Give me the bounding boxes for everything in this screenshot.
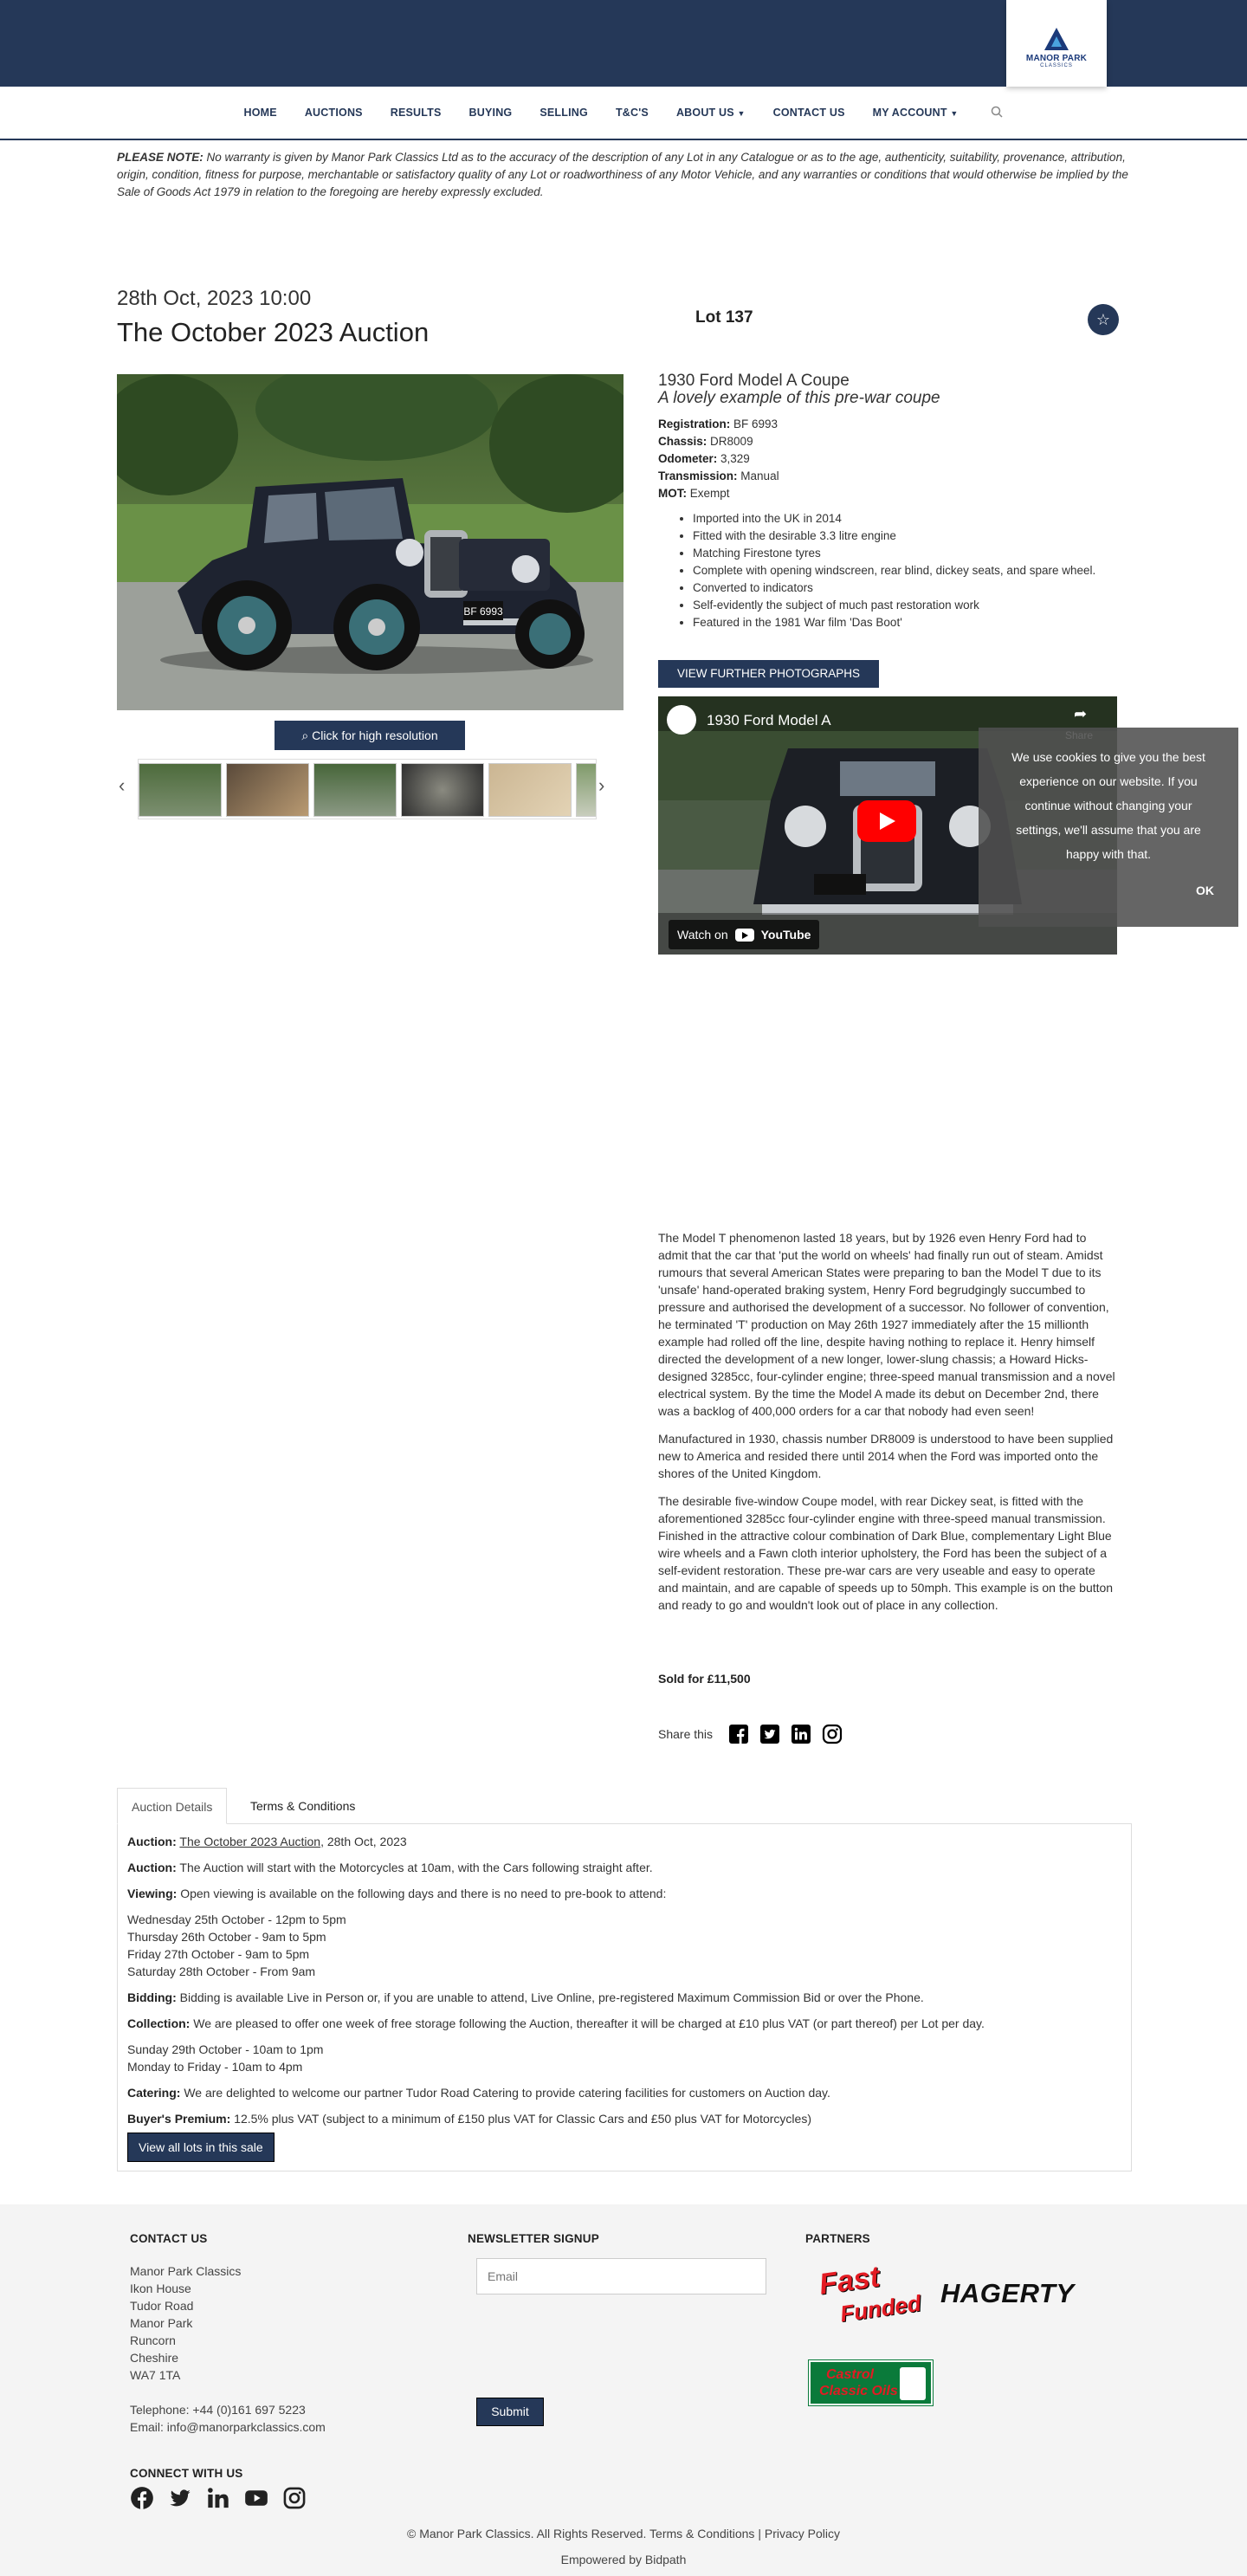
detail-premium xyxy=(127,2110,1121,2127)
share-bar xyxy=(658,1724,843,1744)
view-further-photographs-button[interactable]: VIEW FURTHER PHOTOGRAPHS xyxy=(658,660,879,688)
list-item: Friday 27th October - 9am to 5pm xyxy=(127,1947,310,1961)
detail-label: Buyer's Premium: xyxy=(127,2112,231,2126)
thumbnail[interactable] xyxy=(401,763,484,817)
plate-text: BF 6993 xyxy=(463,605,503,618)
list-item: Wednesday 25th October - 12pm to 5pm xyxy=(127,1913,346,1926)
spec-mot xyxy=(658,485,779,502)
hagerty-logo[interactable]: HAGERTY xyxy=(940,2278,1075,2308)
address-line: Tudor Road xyxy=(130,2299,194,2313)
spec-label: Odometer: xyxy=(658,452,718,465)
detail-text: Open viewing is available on the following days and there is no need to pre-book to attend: xyxy=(177,1887,667,1900)
spec-value: BF 6993 xyxy=(733,417,779,430)
description-paragraph: Manufactured in 1930, chassis number DR8009 is understood to have been supplied new to America and resided there until 2014 when the Ford was imported onto the shores of the United Kingdom. xyxy=(658,1432,1114,1480)
detail-label: Viewing: xyxy=(127,1887,178,1900)
linkedin-icon[interactable] xyxy=(206,2486,230,2510)
youtube-logo-icon xyxy=(735,929,754,942)
list-item: • Self-evidently the subject of much past restoration work xyxy=(693,597,1100,614)
share-icon[interactable]: ➦ xyxy=(1074,705,1088,722)
nav-terms[interactable]: T&C'S xyxy=(615,107,649,119)
nav-about-us[interactable] xyxy=(662,107,759,119)
detail-text: We are delighted to welcome our partner Tudor Road Catering to provide catering facilities for customers on Auction day. xyxy=(180,2086,830,2100)
lot-number: Lot 137 xyxy=(695,308,753,327)
detail-text: , 28th Oct, 2023 xyxy=(320,1835,407,1848)
youtube-label: YouTube xyxy=(760,928,811,942)
detail-label: Auction: xyxy=(127,1861,177,1874)
detail-auction-start xyxy=(127,1859,1121,1876)
contact-heading: CONTACT US xyxy=(130,2232,208,2245)
caret-down-icon: ▼ xyxy=(950,109,959,118)
address-line: Cheshire xyxy=(130,2351,179,2365)
detail-label: Catering: xyxy=(127,2086,181,2100)
watch-on-youtube[interactable] xyxy=(669,920,819,949)
spec-registration xyxy=(658,416,779,433)
facebook-icon[interactable] xyxy=(130,2486,154,2510)
play-button[interactable] xyxy=(857,800,916,842)
channel-avatar[interactable] xyxy=(667,705,696,735)
copyright-text: © Manor Park Classics. All Rights Reserved. xyxy=(407,2527,647,2540)
separator: | xyxy=(754,2527,765,2540)
spec-value: Manual xyxy=(740,469,779,482)
view-all-lots-button[interactable]: View all lots in this sale xyxy=(127,2133,275,2162)
chevron-right-icon[interactable]: › xyxy=(598,774,605,796)
fast-text: Fast xyxy=(817,2260,882,2301)
newsletter-submit-button[interactable]: Submit xyxy=(476,2398,544,2426)
spec-label: MOT: xyxy=(658,487,687,500)
watchlist-star-icon[interactable]: ☆ xyxy=(1088,304,1119,335)
chevron-left-icon[interactable]: ‹ xyxy=(119,774,126,796)
facebook-icon[interactable] xyxy=(728,1724,749,1744)
email[interactable]: Email: info@manorparkclassics.com xyxy=(130,2420,326,2434)
terms-link[interactable]: Terms & Conditions xyxy=(649,2527,755,2540)
auction-title: The October 2023 Auction xyxy=(117,317,430,347)
thumbnail[interactable] xyxy=(226,763,309,817)
lot-title: 1930 Ford Model A Coupe xyxy=(658,372,850,390)
nav-home[interactable]: HOME xyxy=(243,107,277,119)
detail-text: We are pleased to offer one week of free storage following the Auction, thereafter it will be charged at £10 plus VAT (or part thereof) per Lot per day. xyxy=(190,2016,985,2030)
description-paragraph: The desirable five-window Coupe model, with rear Dickey seat, is fitted with the aforementioned 3285cc four-cylinder engine with three-speed manual transmission. Finished in the attractive colour combination of Dark Blue, complementary Light Blue wire wheels and a Fawn cloth interior upholstery, the Ford has been the subject of a self-evident restoration. These pre-war cars are very useable and easy to operate and maintain, and are capable of speeds up to 50mph. This example is on the button and ready to go and wouldn't look out of place in any collection. xyxy=(658,1494,1114,1612)
spec-label: Transmission: xyxy=(658,469,738,482)
main-nav xyxy=(0,87,1247,140)
detail-text: Bidding is available Live in Person or, if you are unable to attend, Live Online, pre-registered Maximum Commission Bid or over the Phone. xyxy=(176,1990,924,2004)
youtube-icon[interactable] xyxy=(244,2486,268,2510)
castrol-text: Castrol xyxy=(826,2367,875,2382)
list-item: Saturday 28th October - From 9am xyxy=(127,1964,316,1978)
twitter-icon[interactable] xyxy=(168,2486,192,2510)
share-label: Share this xyxy=(658,1727,714,1741)
address-line: Runcorn xyxy=(130,2333,176,2347)
spec-value: Exempt xyxy=(689,487,730,500)
lot-highlights xyxy=(693,510,1100,631)
spec-value: 3,329 xyxy=(720,452,750,465)
lot-description xyxy=(658,1229,1117,1624)
list-item: • Featured in the 1981 War film 'Das Boot' xyxy=(693,614,1100,631)
detail-label: Auction: xyxy=(127,1835,177,1848)
detail-auction xyxy=(127,1833,1121,1850)
cookie-ok-button[interactable]: OK xyxy=(1196,883,1214,897)
high-resolution-button[interactable] xyxy=(275,721,465,750)
list-item: • Imported into the UK in 2014 xyxy=(693,510,1100,527)
nav-selling[interactable]: SELLING xyxy=(540,107,588,119)
notice-label: PLEASE NOTE: xyxy=(117,151,204,164)
sold-price: Sold for £11,500 xyxy=(658,1672,751,1686)
address-line: Ikon House xyxy=(130,2282,191,2295)
lot-main-image[interactable] xyxy=(117,374,624,710)
play-icon xyxy=(880,812,895,830)
thumbnail-strip xyxy=(138,759,597,819)
auction-tabs xyxy=(117,1788,1132,1824)
thumbnail[interactable] xyxy=(313,763,397,817)
detail-catering xyxy=(127,2084,1121,2101)
lot-specs xyxy=(658,416,779,502)
copyright xyxy=(0,2527,1247,2540)
thumbnail[interactable] xyxy=(488,763,572,817)
tab-auction-details[interactable]: Auction Details xyxy=(117,1788,227,1824)
spec-value: DR8009 xyxy=(710,435,753,448)
thumbnail-carousel xyxy=(117,759,624,819)
site-logo[interactable] xyxy=(1006,0,1107,87)
list-item: • Matching Firestone tyres xyxy=(693,545,1100,562)
castrol-classic-oils-logo[interactable] xyxy=(809,2360,933,2405)
auction-details-panel xyxy=(117,1823,1132,2171)
funded-text: Funded xyxy=(838,2289,923,2327)
detail-label: Collection: xyxy=(127,2016,191,2030)
detail-text: The Auction will start with the Motorcycles at 10am, with the Cars following straight after. xyxy=(176,1861,653,1874)
address-line: WA7 1TA xyxy=(130,2368,181,2382)
auction-date: 28th Oct, 2023 10:00 xyxy=(117,287,312,310)
nav-results[interactable]: RESULTS xyxy=(390,107,442,119)
nav-auctions[interactable]: AUCTIONS xyxy=(304,107,363,119)
logo-line2: CLASSICS xyxy=(1040,63,1073,68)
hires-label: Click for high resolution xyxy=(312,728,438,742)
watch-on-label: Watch on xyxy=(677,928,728,942)
detail-bidding xyxy=(127,1989,1121,2006)
warranty-notice xyxy=(117,149,1132,201)
address-line: Manor Park xyxy=(130,2316,193,2330)
viewing-days xyxy=(127,1911,1121,1980)
social-links xyxy=(130,2486,307,2510)
spec-odometer xyxy=(658,450,779,468)
video-title[interactable]: 1930 Ford Model A xyxy=(707,712,831,728)
list-item: Monday to Friday - 10am to 4pm xyxy=(127,2060,303,2074)
detail-collection xyxy=(127,2015,1121,2032)
detail-text: 12.5% plus VAT (subject to a minimum of £150 plus VAT for Classic Cars and £50 plus VAT for Motorcycles) xyxy=(230,2112,811,2126)
castrol-badge-icon xyxy=(900,2367,926,2400)
spec-label: Registration: xyxy=(658,417,731,430)
nav-buying[interactable]: BUYING xyxy=(468,107,513,119)
thumbnail[interactable] xyxy=(139,763,222,817)
fast-funded-logo[interactable] xyxy=(814,2261,928,2330)
contact-address xyxy=(130,2262,326,2436)
nav-about-label: ABOUT US xyxy=(675,107,734,119)
detail-viewing xyxy=(127,1885,1121,1902)
thumbnail[interactable] xyxy=(576,763,597,817)
cookie-banner xyxy=(979,728,1238,927)
address-line: Manor Park Classics xyxy=(130,2264,242,2278)
notice-text: No warranty is given by Manor Park Classics Ltd as to the accuracy of the description of any Lot in any Catalogue or as to the age, authenticity, suitability, provenance, attribution, origin, condition, fitness for purpose, merchantable or satisfactory quality of any Lot or roadworthiness of any Motor Vehicle, and any warranties or conditions that would otherwise be implied by the Sale of Goods Act 1979 in relation to the foregoing are hereby expressly excluded. xyxy=(117,151,1128,198)
list-item: Sunday 29th October - 10am to 1pm xyxy=(127,2042,324,2056)
classic-oils-text: Classic Oils xyxy=(819,2384,898,2398)
newsletter-heading: NEWSLETTER SIGNUP xyxy=(468,2232,599,2245)
lot-subtitle: A lovely example of this pre-war coupe xyxy=(658,389,940,407)
partners-heading: PARTNERS xyxy=(805,2232,870,2245)
search-icon: ⌕ xyxy=(301,728,309,742)
instagram-icon[interactable] xyxy=(282,2486,307,2510)
list-item: • Complete with opening windscreen, rear blind, dickey seats, and spare wheel. xyxy=(693,562,1100,579)
logo-line1: MANOR PARK xyxy=(1025,54,1088,63)
connect-heading: CONNECT WITH US xyxy=(130,2467,243,2480)
spec-transmission xyxy=(658,468,779,485)
privacy-link[interactable]: Privacy Policy xyxy=(764,2527,840,2540)
newsletter-email-input[interactable] xyxy=(476,2258,766,2294)
list-item: • Fitted with the desirable 3.3 litre engine xyxy=(693,527,1100,545)
twitter-icon[interactable] xyxy=(759,1724,780,1744)
caret-down-icon: ▼ xyxy=(737,109,746,118)
nav-my-account[interactable] xyxy=(859,107,972,119)
spec-label: Chassis: xyxy=(658,435,707,448)
powered-by[interactable]: Empowered by Bidpath xyxy=(560,2553,687,2566)
nav-contact-us[interactable]: CONTACT US xyxy=(772,107,845,119)
nav-account-label: MY ACCOUNT xyxy=(872,107,947,119)
collection-days xyxy=(127,2041,1121,2075)
tab-terms-conditions[interactable]: Terms & Conditions xyxy=(250,1799,356,1813)
search-icon[interactable] xyxy=(972,106,1017,120)
description-paragraph: The Model T phenomenon lasted 18 years, but by 1926 even Henry Ford had to admit that the car that 'put the world on wheels' had finally run out of steam. Amidst rumours that several American States were preparing to ban the Model T due to its 'unsafe' hand-operated braking system, Henry Ford begrudgingly succumbed to pressure and authorised the development of a successor. No follower of convention, he terminated 'T' production on May 26th 1927 immediately after the 15 millionth example had rolled off the line, despite having nothing to replace it. Henry himself directed the development of a new longer, lower-slung chassis; a Howard Hicks-designed 3285cc, four-cylinder engine; three-speed manual transmission and a novel electrical system. By the time the Model A made its debut on December 2nd, there was a backlog of 400,000 orders for a car that nobody had even seen! xyxy=(658,1231,1115,1418)
instagram-icon[interactable] xyxy=(822,1724,843,1744)
list-item: • Converted to indicators xyxy=(693,579,1100,597)
auction-link[interactable]: The October 2023 Auction xyxy=(179,1835,321,1848)
linkedin-icon[interactable] xyxy=(791,1724,811,1744)
logo-triangle-icon xyxy=(1044,28,1069,50)
telephone[interactable]: Telephone: +44 (0)161 697 5223 xyxy=(130,2403,306,2417)
detail-label: Bidding: xyxy=(127,1990,177,2004)
spec-chassis xyxy=(658,433,779,450)
cookie-text: We use cookies to give you the best experience on our website. If you continue without changing your settings, we'll assume that you are happy with that. xyxy=(1011,750,1205,861)
list-item: Thursday 26th October - 9am to 5pm xyxy=(127,1930,326,1944)
